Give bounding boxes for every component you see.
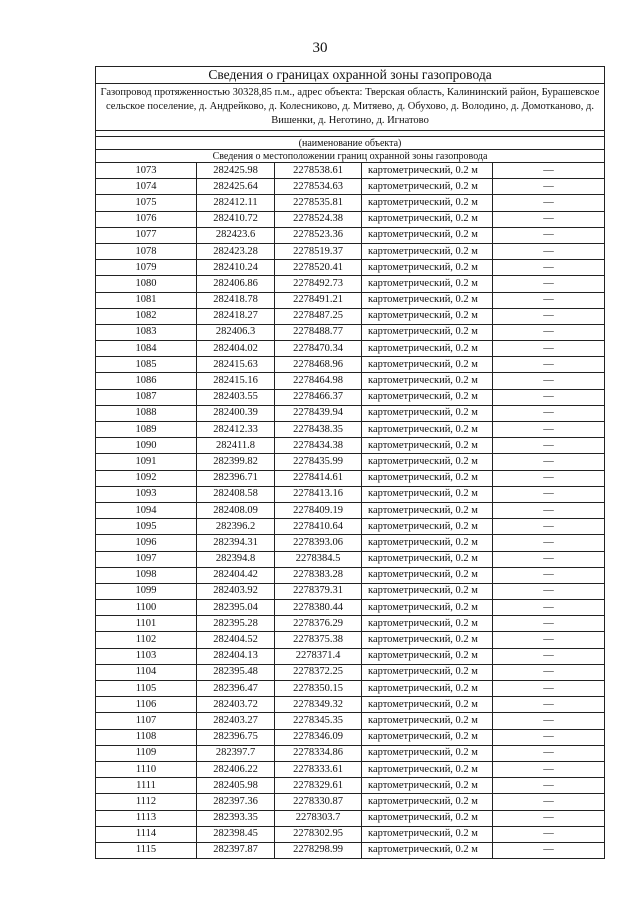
point-number-cell: 1108	[96, 729, 197, 745]
point-number-cell: 1115	[96, 842, 197, 858]
method-cell: картометрический, 0.2 м	[362, 389, 493, 405]
y-coordinate-cell: 2278345.35	[275, 713, 362, 729]
point-number-cell: 1090	[96, 438, 197, 454]
method-cell: картометрический, 0.2 м	[362, 826, 493, 842]
note-cell: —	[493, 211, 605, 227]
x-coordinate-cell: 282425.98	[197, 163, 275, 179]
point-number-cell: 1086	[96, 373, 197, 389]
object-description-row	[96, 84, 605, 131]
point-number-cell: 1089	[96, 422, 197, 438]
y-coordinate-cell: 2278375.38	[275, 632, 362, 648]
y-coordinate-cell: 2278435.99	[275, 454, 362, 470]
x-coordinate-cell: 282398.45	[197, 826, 275, 842]
table-row	[96, 470, 605, 486]
point-number-cell: 1096	[96, 535, 197, 551]
x-coordinate-cell: 282411.8	[197, 438, 275, 454]
x-coordinate-cell: 282403.55	[197, 389, 275, 405]
note-cell: —	[493, 729, 605, 745]
note-cell: —	[493, 438, 605, 454]
table-row	[96, 276, 605, 292]
x-coordinate-cell: 282395.28	[197, 616, 275, 632]
point-number-cell: 1092	[96, 470, 197, 486]
method-cell: картометрический, 0.2 м	[362, 341, 493, 357]
table-title-row	[96, 67, 605, 84]
point-number-cell: 1112	[96, 794, 197, 810]
point-number-cell: 1103	[96, 648, 197, 664]
point-number-cell: 1105	[96, 681, 197, 697]
y-coordinate-cell: 2278380.44	[275, 600, 362, 616]
note-cell: —	[493, 324, 605, 340]
method-cell: картометрический, 0.2 м	[362, 519, 493, 535]
note-cell: —	[493, 260, 605, 276]
point-number-cell: 1098	[96, 567, 197, 583]
y-coordinate-cell: 2278329.61	[275, 778, 362, 794]
y-coordinate-cell: 2278376.29	[275, 616, 362, 632]
table-row	[96, 357, 605, 373]
method-cell: картометрический, 0.2 м	[362, 292, 493, 308]
x-coordinate-cell: 282404.52	[197, 632, 275, 648]
method-cell: картометрический, 0.2 м	[362, 648, 493, 664]
y-coordinate-cell: 2278349.32	[275, 697, 362, 713]
table-row	[96, 551, 605, 567]
note-cell: —	[493, 713, 605, 729]
note-cell: —	[493, 163, 605, 179]
y-coordinate-cell: 2278334.86	[275, 745, 362, 761]
note-cell: —	[493, 551, 605, 567]
y-coordinate-cell: 2278487.25	[275, 308, 362, 324]
table-row	[96, 600, 605, 616]
table-row	[96, 729, 605, 745]
method-cell: картометрический, 0.2 м	[362, 616, 493, 632]
note-cell: —	[493, 778, 605, 794]
note-cell: —	[493, 567, 605, 583]
table-row	[96, 826, 605, 842]
method-cell: картометрический, 0.2 м	[362, 567, 493, 583]
y-coordinate-cell: 2278535.81	[275, 195, 362, 211]
point-number-cell: 1084	[96, 341, 197, 357]
table-row	[96, 681, 605, 697]
x-coordinate-cell: 282410.24	[197, 260, 275, 276]
note-cell: —	[493, 357, 605, 373]
point-number-cell: 1079	[96, 260, 197, 276]
x-coordinate-cell: 282404.02	[197, 341, 275, 357]
y-coordinate-cell: 2278470.34	[275, 341, 362, 357]
method-cell: картометрический, 0.2 м	[362, 713, 493, 729]
point-number-cell: 1102	[96, 632, 197, 648]
method-cell: картометрический, 0.2 м	[362, 761, 493, 777]
y-coordinate-cell: 2278523.36	[275, 227, 362, 243]
note-cell: —	[493, 794, 605, 810]
y-coordinate-cell: 2278384.5	[275, 551, 362, 567]
point-number-cell: 1106	[96, 697, 197, 713]
point-number-cell: 1075	[96, 195, 197, 211]
y-coordinate-cell: 2278413.16	[275, 486, 362, 502]
y-coordinate-cell: 2278438.35	[275, 422, 362, 438]
point-number-cell: 1109	[96, 745, 197, 761]
point-number-cell: 1073	[96, 163, 197, 179]
table-row	[96, 195, 605, 211]
point-number-cell: 1101	[96, 616, 197, 632]
page-number: 30	[312, 40, 328, 56]
method-cell: картометрический, 0.2 м	[362, 276, 493, 292]
method-cell: картометрический, 0.2 м	[362, 179, 493, 195]
method-cell: картометрический, 0.2 м	[362, 422, 493, 438]
y-coordinate-cell: 2278468.96	[275, 357, 362, 373]
table-row	[96, 260, 605, 276]
method-cell: картометрический, 0.2 м	[362, 551, 493, 567]
y-coordinate-cell: 2278538.61	[275, 163, 362, 179]
point-number-cell: 1081	[96, 292, 197, 308]
x-coordinate-cell: 282396.71	[197, 470, 275, 486]
table-row	[96, 438, 605, 454]
note-cell: —	[493, 454, 605, 470]
y-coordinate-cell: 2278439.94	[275, 405, 362, 421]
x-coordinate-cell: 282406.22	[197, 761, 275, 777]
y-coordinate-cell: 2278330.87	[275, 794, 362, 810]
point-number-cell: 1074	[96, 179, 197, 195]
y-coordinate-cell: 2278346.09	[275, 729, 362, 745]
point-number-cell: 1076	[96, 211, 197, 227]
table-row	[96, 842, 605, 858]
x-coordinate-cell: 282397.87	[197, 842, 275, 858]
method-cell: картометрический, 0.2 м	[362, 438, 493, 454]
method-cell: картометрический, 0.2 м	[362, 324, 493, 340]
note-cell: —	[493, 341, 605, 357]
note-cell: —	[493, 308, 605, 324]
table-row	[96, 713, 605, 729]
table-row	[96, 405, 605, 421]
note-cell: —	[493, 292, 605, 308]
x-coordinate-cell: 282393.35	[197, 810, 275, 826]
table-row	[96, 810, 605, 826]
boundary-coordinates-table	[95, 66, 605, 859]
note-cell: —	[493, 470, 605, 486]
table-row	[96, 243, 605, 259]
method-cell: картометрический, 0.2 м	[362, 308, 493, 324]
x-coordinate-cell: 282395.48	[197, 664, 275, 680]
point-number-cell: 1114	[96, 826, 197, 842]
y-coordinate-cell: 2278520.41	[275, 260, 362, 276]
note-cell: —	[493, 519, 605, 535]
table-row	[96, 292, 605, 308]
object-label-row	[96, 137, 605, 150]
x-coordinate-cell: 282405.98	[197, 778, 275, 794]
method-cell: картометрический, 0.2 м	[362, 810, 493, 826]
point-number-cell: 1100	[96, 600, 197, 616]
method-cell: картометрический, 0.2 м	[362, 260, 493, 276]
x-coordinate-cell: 282410.72	[197, 211, 275, 227]
y-coordinate-cell: 2278350.15	[275, 681, 362, 697]
table-row	[96, 745, 605, 761]
point-number-cell: 1082	[96, 308, 197, 324]
note-cell: —	[493, 535, 605, 551]
object-description: Газопровод протяженностью 30328,85 п.м., адрес объекта: Тверская область, Калининский район, Бурашевское сельское поселение, д. Андрейково, д. Колесниково, д. Митяево, д. Обухово, д. Володино, д. Домотканово, д. Вишенки, д. Неготино, д. Игнатово	[96, 84, 605, 131]
x-coordinate-cell: 282415.63	[197, 357, 275, 373]
table-row	[96, 502, 605, 518]
method-cell: картометрический, 0.2 м	[362, 535, 493, 551]
note-cell: —	[493, 227, 605, 243]
x-coordinate-cell: 282400.39	[197, 405, 275, 421]
table-row	[96, 308, 605, 324]
table-row	[96, 211, 605, 227]
point-number-cell: 1104	[96, 664, 197, 680]
table-row	[96, 761, 605, 777]
method-cell: картометрический, 0.2 м	[362, 195, 493, 211]
y-coordinate-cell: 2278488.77	[275, 324, 362, 340]
table-row	[96, 179, 605, 195]
table-row	[96, 794, 605, 810]
x-coordinate-cell: 282397.7	[197, 745, 275, 761]
y-coordinate-cell: 2278298.99	[275, 842, 362, 858]
table-row	[96, 227, 605, 243]
x-coordinate-cell: 282418.78	[197, 292, 275, 308]
x-coordinate-cell: 282396.2	[197, 519, 275, 535]
table-row	[96, 567, 605, 583]
method-cell: картометрический, 0.2 м	[362, 486, 493, 502]
x-coordinate-cell: 282406.3	[197, 324, 275, 340]
note-cell: —	[493, 810, 605, 826]
note-cell: —	[493, 179, 605, 195]
method-cell: картометрический, 0.2 м	[362, 502, 493, 518]
note-cell: —	[493, 664, 605, 680]
method-cell: картометрический, 0.2 м	[362, 600, 493, 616]
table-row	[96, 535, 605, 551]
section-title: Сведения о местоположении границ охранной зоны газопровода	[96, 150, 605, 163]
object-label: (наименование объекта)	[96, 137, 605, 150]
method-cell: картометрический, 0.2 м	[362, 227, 493, 243]
note-cell: —	[493, 616, 605, 632]
note-cell: —	[493, 600, 605, 616]
section-title-row	[96, 150, 605, 163]
point-number-cell: 1085	[96, 357, 197, 373]
note-cell: —	[493, 681, 605, 697]
note-cell: —	[493, 373, 605, 389]
x-coordinate-cell: 282394.8	[197, 551, 275, 567]
note-cell: —	[493, 276, 605, 292]
x-coordinate-cell: 282423.6	[197, 227, 275, 243]
point-number-cell: 1095	[96, 519, 197, 535]
method-cell: картометрический, 0.2 м	[362, 842, 493, 858]
y-coordinate-cell: 2278379.31	[275, 583, 362, 599]
note-cell: —	[493, 826, 605, 842]
x-coordinate-cell: 282408.58	[197, 486, 275, 502]
point-number-cell: 1094	[96, 502, 197, 518]
method-cell: картометрический, 0.2 м	[362, 583, 493, 599]
y-coordinate-cell: 2278333.61	[275, 761, 362, 777]
table-row	[96, 632, 605, 648]
x-coordinate-cell: 282403.27	[197, 713, 275, 729]
method-cell: картометрический, 0.2 м	[362, 373, 493, 389]
note-cell: —	[493, 648, 605, 664]
point-number-cell: 1110	[96, 761, 197, 777]
method-cell: картометрический, 0.2 м	[362, 357, 493, 373]
method-cell: картометрический, 0.2 м	[362, 664, 493, 680]
x-coordinate-cell: 282394.31	[197, 535, 275, 551]
table-row	[96, 486, 605, 502]
y-coordinate-cell: 2278466.37	[275, 389, 362, 405]
x-coordinate-cell: 282396.75	[197, 729, 275, 745]
point-number-cell: 1087	[96, 389, 197, 405]
y-coordinate-cell: 2278519.37	[275, 243, 362, 259]
note-cell: —	[493, 422, 605, 438]
y-coordinate-cell: 2278393.06	[275, 535, 362, 551]
note-cell: —	[493, 405, 605, 421]
table-row	[96, 422, 605, 438]
table-row	[96, 697, 605, 713]
table-row	[96, 341, 605, 357]
point-number-cell: 1097	[96, 551, 197, 567]
note-cell: —	[493, 243, 605, 259]
y-coordinate-cell: 2278534.63	[275, 179, 362, 195]
y-coordinate-cell: 2278414.61	[275, 470, 362, 486]
table-row	[96, 778, 605, 794]
x-coordinate-cell: 282404.42	[197, 567, 275, 583]
note-cell: —	[493, 761, 605, 777]
method-cell: картометрический, 0.2 м	[362, 243, 493, 259]
y-coordinate-cell: 2278372.25	[275, 664, 362, 680]
method-cell: картометрический, 0.2 м	[362, 697, 493, 713]
document-title: Сведения о границах охранной зоны газопровода	[96, 67, 605, 84]
x-coordinate-cell: 282412.33	[197, 422, 275, 438]
point-number-cell: 1088	[96, 405, 197, 421]
point-number-cell: 1113	[96, 810, 197, 826]
method-cell: картометрический, 0.2 м	[362, 794, 493, 810]
table-row	[96, 648, 605, 664]
method-cell: картометрический, 0.2 м	[362, 729, 493, 745]
y-coordinate-cell: 2278492.73	[275, 276, 362, 292]
table-row	[96, 324, 605, 340]
method-cell: картометрический, 0.2 м	[362, 405, 493, 421]
method-cell: картометрический, 0.2 м	[362, 163, 493, 179]
y-coordinate-cell: 2278524.38	[275, 211, 362, 227]
table-row	[96, 389, 605, 405]
x-coordinate-cell: 282425.64	[197, 179, 275, 195]
note-cell: —	[493, 195, 605, 211]
note-cell: —	[493, 389, 605, 405]
x-coordinate-cell: 282418.27	[197, 308, 275, 324]
x-coordinate-cell: 282406.86	[197, 276, 275, 292]
table-row	[96, 454, 605, 470]
point-number-cell: 1091	[96, 454, 197, 470]
point-number-cell: 1111	[96, 778, 197, 794]
method-cell: картометрический, 0.2 м	[362, 778, 493, 794]
x-coordinate-cell: 282395.04	[197, 600, 275, 616]
table-row	[96, 163, 605, 179]
point-number-cell: 1099	[96, 583, 197, 599]
table-row	[96, 616, 605, 632]
method-cell: картометрический, 0.2 м	[362, 470, 493, 486]
x-coordinate-cell: 282397.36	[197, 794, 275, 810]
x-coordinate-cell: 282412.11	[197, 195, 275, 211]
note-cell: —	[493, 502, 605, 518]
table-row	[96, 373, 605, 389]
method-cell: картометрический, 0.2 м	[362, 211, 493, 227]
x-coordinate-cell: 282423.28	[197, 243, 275, 259]
point-number-cell: 1080	[96, 276, 197, 292]
y-coordinate-cell: 2278410.64	[275, 519, 362, 535]
table-row	[96, 664, 605, 680]
x-coordinate-cell: 282408.09	[197, 502, 275, 518]
note-cell: —	[493, 842, 605, 858]
y-coordinate-cell: 2278434.38	[275, 438, 362, 454]
point-number-cell: 1078	[96, 243, 197, 259]
method-cell: картометрический, 0.2 м	[362, 632, 493, 648]
note-cell: —	[493, 745, 605, 761]
note-cell: —	[493, 697, 605, 713]
y-coordinate-cell: 2278491.21	[275, 292, 362, 308]
y-coordinate-cell: 2278464.98	[275, 373, 362, 389]
note-cell: —	[493, 632, 605, 648]
x-coordinate-cell: 282403.92	[197, 583, 275, 599]
y-coordinate-cell: 2278409.19	[275, 502, 362, 518]
x-coordinate-cell: 282415.16	[197, 373, 275, 389]
x-coordinate-cell: 282403.72	[197, 697, 275, 713]
y-coordinate-cell: 2278383.28	[275, 567, 362, 583]
x-coordinate-cell: 282404.13	[197, 648, 275, 664]
method-cell: картометрический, 0.2 м	[362, 745, 493, 761]
x-coordinate-cell: 282399.82	[197, 454, 275, 470]
point-number-cell: 1077	[96, 227, 197, 243]
method-cell: картометрический, 0.2 м	[362, 454, 493, 470]
method-cell: картометрический, 0.2 м	[362, 681, 493, 697]
point-number-cell: 1083	[96, 324, 197, 340]
note-cell: —	[493, 583, 605, 599]
point-number-cell: 1093	[96, 486, 197, 502]
table-row	[96, 583, 605, 599]
y-coordinate-cell: 2278371.4	[275, 648, 362, 664]
table-row	[96, 519, 605, 535]
point-number-cell: 1107	[96, 713, 197, 729]
note-cell: —	[493, 486, 605, 502]
y-coordinate-cell: 2278302.95	[275, 826, 362, 842]
y-coordinate-cell: 2278303.7	[275, 810, 362, 826]
x-coordinate-cell: 282396.47	[197, 681, 275, 697]
